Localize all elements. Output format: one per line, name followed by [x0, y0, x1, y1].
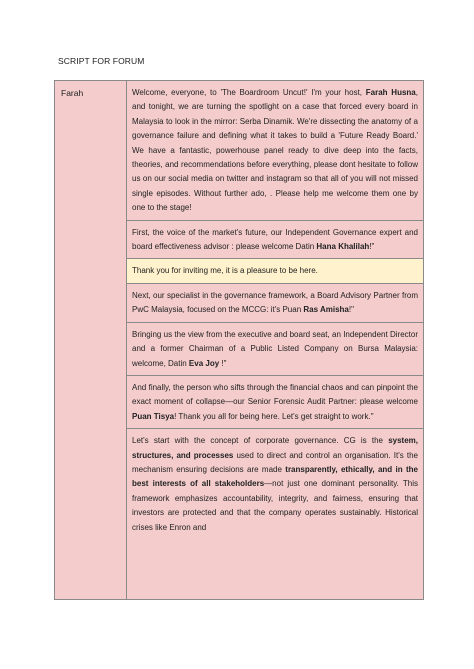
bold-text: Farah Husna: [365, 88, 416, 97]
bold-text: Ras Amisha: [303, 305, 349, 315]
bold-text: Puan Tisya: [132, 411, 175, 421]
script-table: [54, 80, 424, 600]
host-line-cell: [127, 284, 423, 323]
bold-text: Hana Khalilah: [316, 242, 370, 252]
reply-line-cell: [127, 259, 423, 283]
line-text: , and tonight, we are turning the spotlight on a case that forced every board in Malaysia to look in the mirror: Serba Dinamik. We're dissecting the anatomy of a governance failure and defining what it takes to build a 'Future Ready Board.' We have a fantastic, powerhouse panel ready to dive deep into the facts, theories, and recommendations before everything, please dont hesitate to follow us on our social media on twitter and instagram so that all of you will not missed single episodes. Without further ado, . Please help me welcome them one by one to the stage!: [132, 88, 418, 213]
line-text: Bringing us the view from the executive and board seat, an Independent Director and a former Chairman of a Public Listed Company on Bursa Malaysia: welcome, Datin: [132, 329, 418, 368]
line-text: And finally, the person who sifts through the financial chaos and can pinpoint the exact moment of collapse—our Senior Forensic Audit Partner: please welcome: [132, 382, 418, 407]
host-line-cell: [127, 221, 423, 260]
host-line-cell: [127, 81, 423, 221]
page-title: SCRIPT FOR FORUM: [58, 56, 145, 66]
host-line-cell: [127, 323, 423, 376]
line-text: —not just one dominant personality. This framework emphasizes accountability, integrity, and fairness, ensuring that investors are protected and that the company operates sustainably. Historical crises like Enron and: [132, 479, 418, 532]
speaker-cell: Farah: [55, 81, 127, 599]
line-text: used to direct and control an organisation. It's the mechanism ensuring decisions are made: [132, 450, 418, 474]
line-text: Welcome, everyone, to 'The Boardroom Uncut!' I'm your host,: [132, 88, 366, 97]
line-text: ! Thank you all for being here. Let's get straight to work.": [174, 411, 374, 421]
line-text: !": [369, 242, 375, 252]
line-text: Thank you for inviting me, it is a pleasure to be here.: [132, 266, 318, 276]
line-text: Let's start with the concept of corporate governance. CG is the: [132, 436, 389, 446]
line-text: !": [348, 305, 354, 315]
bold-text: Eva Joy: [188, 358, 220, 368]
bold-text: system, structures, and processes: [132, 436, 418, 460]
line-text: Next, our specialist in the governance framework, a Board Advisory Partner from PwC Malaysia, focused on the MCCG: it's Puan: [132, 290, 418, 315]
line-text: First, the voice of the market's future, our Independent Governance expert and board effectiveness advisor : please welcome Datin: [132, 227, 418, 252]
dialogue-column: [127, 81, 423, 599]
line-text: !": [219, 358, 227, 368]
host-line-cell: [127, 376, 423, 429]
bold-text: transparently, ethically, and in the best interests of all stakeholders: [132, 464, 418, 489]
host-line-cell: [127, 429, 423, 599]
